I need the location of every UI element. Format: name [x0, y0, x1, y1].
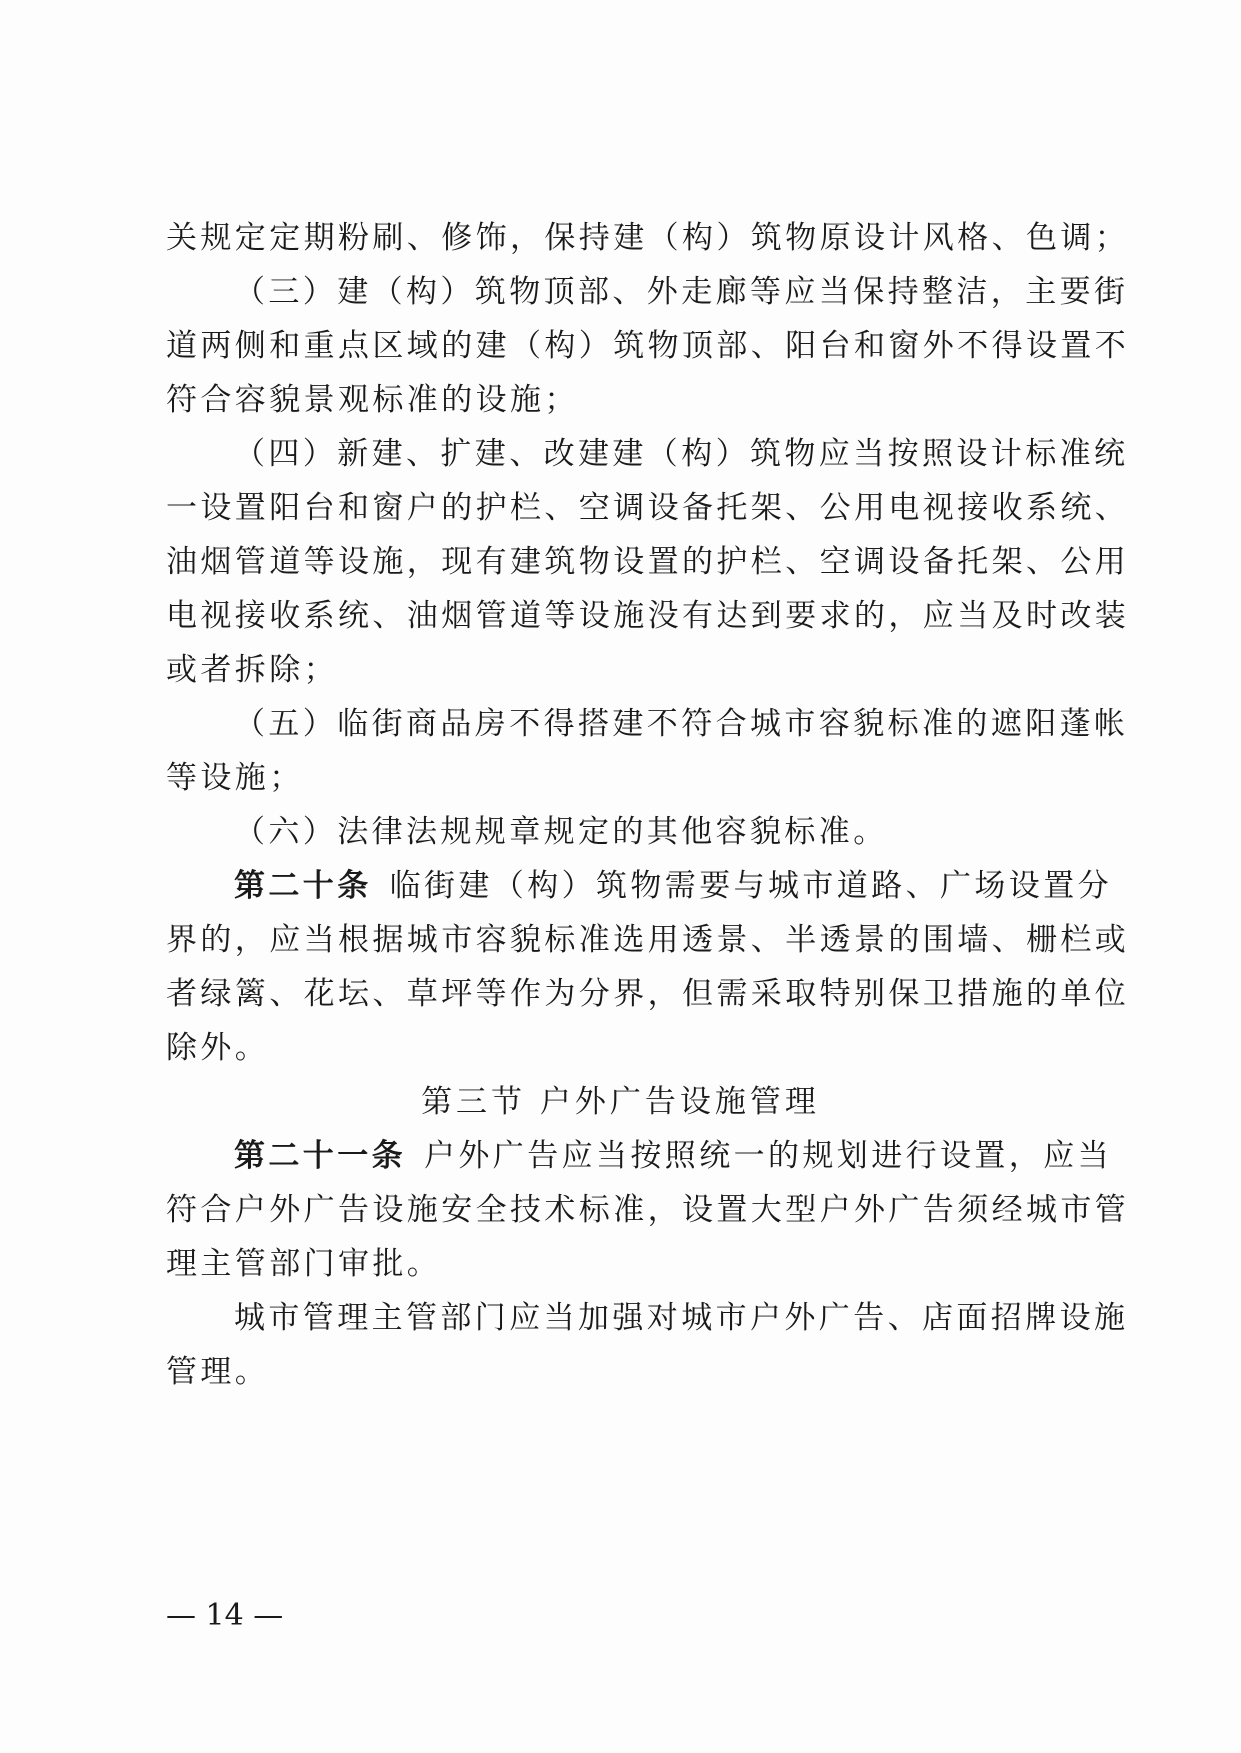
body-line: 关规定定期粉刷、修饰，保持建（构）筑物原设计风格、色调； — [166, 220, 1130, 256]
article-21-label: 第二十一条 — [234, 1138, 406, 1174]
body-line: 城市管理主管部门应当加强对城市户外广告、店面招牌设施 — [234, 1300, 1129, 1336]
article-20-text: 临街建（构）筑物需要与城市道路、广场设置分 — [389, 868, 1113, 904]
article-21-text: 户外广告应当按照统一的规划进行设置，应当 — [424, 1138, 1112, 1174]
body-line: 界的，应当根据城市容貌标准选用透景、半透景的围墙、栅栏或 — [166, 922, 1130, 958]
body-line: 管理。 — [166, 1354, 270, 1390]
body-line: 者绿篱、花坛、草坪等作为分界，但需采取特别保卫措施的单位 — [166, 976, 1130, 1012]
body-line: 道两侧和重点区域的建（构）筑物顶部、阳台和窗外不得设置不 — [166, 328, 1130, 364]
page-number: — 14 — — [166, 1598, 284, 1633]
article-21-first-line — [234, 1136, 1112, 1176]
body-line: 符合户外广告设施安全技术标准，设置大型户外广告须经城市管 — [166, 1192, 1130, 1228]
article-20-label: 第二十条 — [234, 868, 372, 904]
body-line: 除外。 — [166, 1030, 270, 1066]
body-line: （五）临街商品房不得搭建不符合城市容貌标准的遮阳蓬帐 — [234, 706, 1129, 742]
body-line: （六）法律法规规章规定的其他容貌标准。 — [234, 814, 888, 850]
body-line: 符合容貌景观标准的设施； — [166, 382, 579, 418]
body-line: 电视接收系统、油烟管道等设施没有达到要求的，应当及时改装 — [166, 598, 1130, 634]
body-line: 油烟管道等设施，现有建筑物设置的护栏、空调设备托架、公用 — [166, 544, 1130, 580]
body-line: 或者拆除； — [166, 652, 338, 688]
body-line: （四）新建、扩建、改建建（构）筑物应当按照设计标准统 — [234, 436, 1129, 472]
section-heading: 第三节 户外广告设施管理 — [421, 1084, 820, 1120]
article-20-first-line — [234, 866, 1113, 906]
body-line: 一设置阳台和窗户的护栏、空调设备托架、公用电视接收系统、 — [166, 490, 1130, 526]
body-line: （三）建（构）筑物顶部、外走廊等应当保持整洁，主要街 — [234, 274, 1129, 310]
body-line: 理主管部门审批。 — [166, 1246, 442, 1282]
body-line: 等设施； — [166, 760, 304, 796]
